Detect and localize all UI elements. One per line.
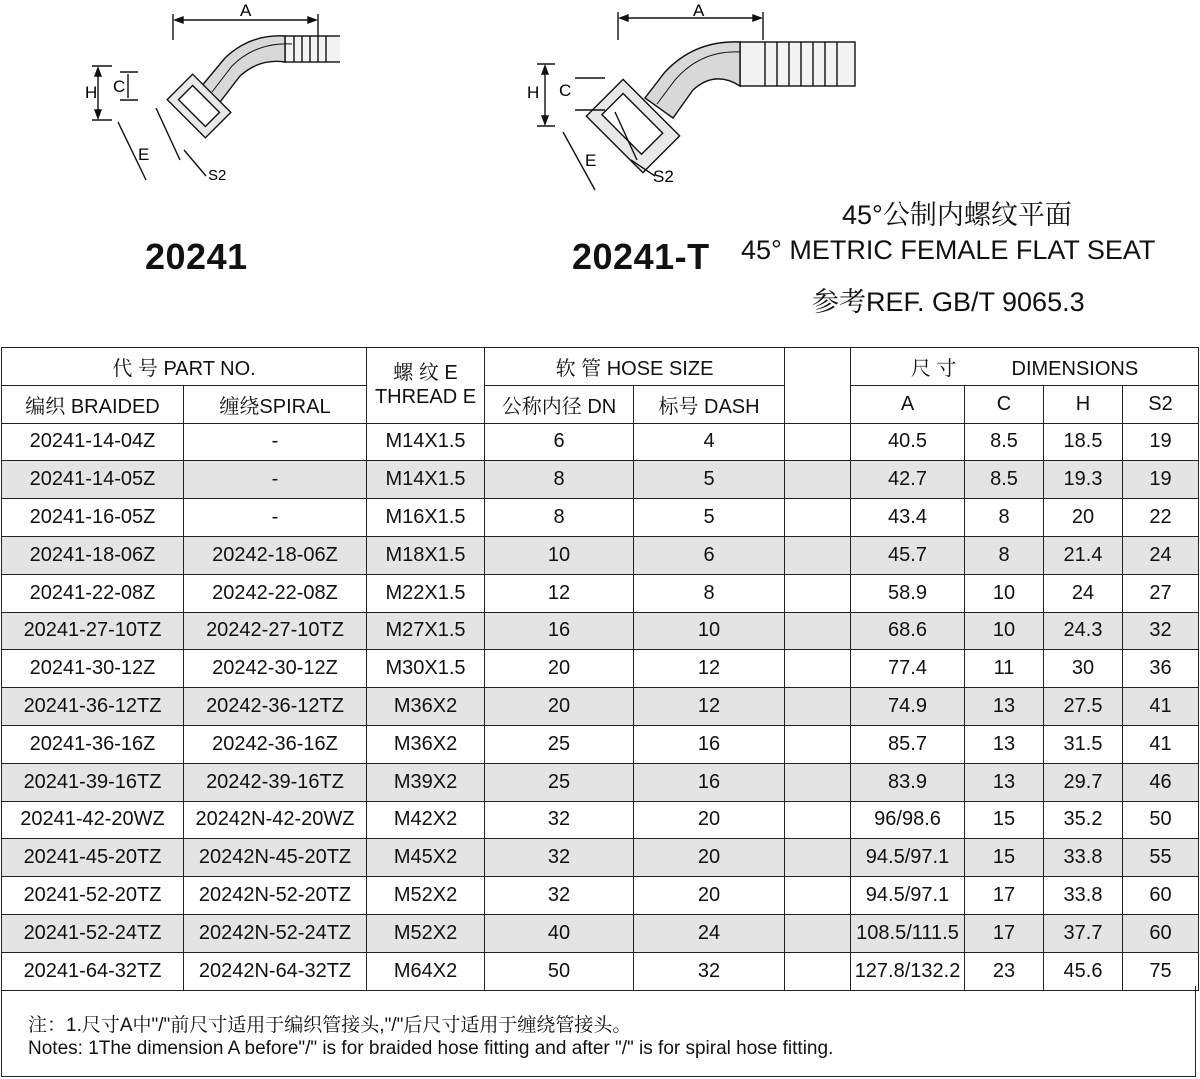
cell-thread: M64X2 [367, 952, 485, 990]
cell-s2: 19 [1123, 423, 1199, 461]
cell-a: 83.9 [851, 763, 965, 801]
cell-dash: 10 [634, 612, 785, 650]
cell-c: 8.5 [965, 423, 1044, 461]
table-row [2, 763, 1199, 801]
header-dn: 公称内径 DN [485, 385, 634, 423]
fitting-drawing-20241-t [515, 0, 875, 200]
cell-spiral: - [184, 499, 367, 537]
cell-dash: 12 [634, 688, 785, 726]
dim-e-label: E [138, 145, 150, 164]
cell-dn: 20 [485, 688, 634, 726]
cell-dn: 6 [485, 423, 634, 461]
cell-a: 127.8/132.2 [851, 952, 965, 990]
table-row [2, 839, 1199, 877]
cell-empty [785, 952, 851, 990]
cell-braided: 20241-16-05Z [2, 499, 184, 537]
cell-braided: 20241-52-20TZ [2, 877, 184, 915]
cell-c: 15 [965, 839, 1044, 877]
table-row [2, 650, 1199, 688]
cell-h: 30 [1044, 650, 1123, 688]
model-number-right: 20241-T [572, 236, 710, 277]
cell-dash: 16 [634, 763, 785, 801]
cell-c: 17 [965, 877, 1044, 915]
cell-empty [785, 877, 851, 915]
dim-a-label: A [240, 1, 252, 20]
table-row [2, 612, 1199, 650]
cell-thread: M42X2 [367, 801, 485, 839]
cell-a: 108.5/111.5 [851, 914, 965, 952]
cell-dash: 5 [634, 461, 785, 499]
table-row [2, 536, 1199, 574]
header-dim-a: A [851, 385, 965, 423]
cell-c: 8.5 [965, 461, 1044, 499]
cell-dash: 20 [634, 877, 785, 915]
title-chinese: 45°公制内螺纹平面 [842, 200, 1072, 230]
cell-empty [785, 688, 851, 726]
cell-h: 33.8 [1044, 877, 1123, 915]
cell-spiral: - [184, 461, 367, 499]
cell-empty [785, 423, 851, 461]
cell-dn: 25 [485, 725, 634, 763]
cell-c: 13 [965, 763, 1044, 801]
note-english: Notes: 1The dimension A before"/" is for braided hose fitting and after "/" is for spiral hose fitting. [28, 1038, 834, 1059]
cell-dash: 24 [634, 914, 785, 952]
cell-thread: M14X1.5 [367, 461, 485, 499]
cell-thread: M45X2 [367, 839, 485, 877]
cell-dash: 6 [634, 536, 785, 574]
cell-dn: 20 [485, 650, 634, 688]
dim-c-label: C [113, 77, 126, 96]
cell-braided: 20241-30-12Z [2, 650, 184, 688]
cell-braided: 20241-14-05Z [2, 461, 184, 499]
cell-dn: 40 [485, 914, 634, 952]
dim-c-label: C [559, 81, 572, 100]
cell-a: 85.7 [851, 725, 965, 763]
cell-h: 45.6 [1044, 952, 1123, 990]
cell-s2: 32 [1123, 612, 1199, 650]
cell-s2: 75 [1123, 952, 1199, 990]
cell-h: 29.7 [1044, 763, 1123, 801]
dim-s2-label: S2 [208, 167, 227, 184]
note-chinese: 注：1.尺寸A中"/"前尺寸适用于编织管接头,"/"后尺寸适用于缠绕管接头。 [28, 1015, 632, 1036]
cell-dash: 16 [634, 725, 785, 763]
table-body [2, 423, 1199, 990]
cell-dash: 8 [634, 574, 785, 612]
header-thread-cn: 螺 纹 E [393, 362, 458, 385]
cell-spiral: 20242-18-06Z [184, 536, 367, 574]
table-row [2, 725, 1199, 763]
cell-thread: M39X2 [367, 763, 485, 801]
cell-thread: M16X1.5 [367, 499, 485, 537]
cell-s2: 41 [1123, 725, 1199, 763]
cell-empty [785, 499, 851, 537]
cell-dn: 32 [485, 877, 634, 915]
cell-empty [785, 536, 851, 574]
cell-s2: 46 [1123, 763, 1199, 801]
cell-s2: 50 [1123, 801, 1199, 839]
table-group-header-row [2, 348, 1199, 386]
header-dimensions-cn: 尺 寸 [910, 357, 957, 380]
cell-empty [785, 801, 851, 839]
cell-braided: 20241-42-20WZ [2, 801, 184, 839]
cell-spiral: 20242-22-08Z [184, 574, 367, 612]
cell-h: 24.3 [1044, 612, 1123, 650]
cell-c: 17 [965, 914, 1044, 952]
cell-h: 18.5 [1044, 423, 1123, 461]
cell-dash: 12 [634, 650, 785, 688]
cell-s2: 60 [1123, 914, 1199, 952]
cell-braided: 20241-39-16TZ [2, 763, 184, 801]
header-empty [785, 348, 851, 424]
dim-h-label: H [527, 83, 540, 102]
notes-box [1, 986, 1196, 1077]
cell-h: 21.4 [1044, 536, 1123, 574]
cell-a: 94.5/97.1 [851, 877, 965, 915]
cell-a: 58.9 [851, 574, 965, 612]
header-dim-h: H [1044, 385, 1123, 423]
header-dim-s2: S2 [1123, 385, 1199, 423]
cell-braided: 20241-64-32TZ [2, 952, 184, 990]
cell-a: 68.6 [851, 612, 965, 650]
cell-c: 10 [965, 574, 1044, 612]
cell-dash: 4 [634, 423, 785, 461]
cell-spiral: 20242-36-16Z [184, 725, 367, 763]
header-part-no: 代 号 PART NO. [2, 348, 367, 386]
cell-thread: M14X1.5 [367, 423, 485, 461]
cell-spiral: 20242-27-10TZ [184, 612, 367, 650]
cell-dash: 32 [634, 952, 785, 990]
cell-braided: 20241-27-10TZ [2, 612, 184, 650]
cell-s2: 60 [1123, 877, 1199, 915]
cell-a: 40.5 [851, 423, 965, 461]
cell-dash: 20 [634, 839, 785, 877]
header-dimensions [851, 348, 1199, 386]
table-row [2, 877, 1199, 915]
table-row [2, 914, 1199, 952]
cell-s2: 22 [1123, 499, 1199, 537]
cell-dn: 8 [485, 499, 634, 537]
cell-h: 33.8 [1044, 839, 1123, 877]
cell-spiral: - [184, 423, 367, 461]
cell-spiral: 20242N-52-24TZ [184, 914, 367, 952]
cell-dn: 10 [485, 536, 634, 574]
cell-braided: 20241-14-04Z [2, 423, 184, 461]
cell-thread: M52X2 [367, 914, 485, 952]
cell-empty [785, 839, 851, 877]
dim-h-label: H [85, 83, 98, 102]
cell-empty [785, 612, 851, 650]
table-row [2, 423, 1199, 461]
cell-h: 19.3 [1044, 461, 1123, 499]
cell-braided: 20241-36-12TZ [2, 688, 184, 726]
cell-thread: M52X2 [367, 877, 485, 915]
cell-empty [785, 914, 851, 952]
table-row [2, 688, 1199, 726]
cell-empty [785, 763, 851, 801]
cell-thread: M36X2 [367, 688, 485, 726]
cell-dn: 8 [485, 461, 634, 499]
cell-spiral: 20242-39-16TZ [184, 763, 367, 801]
cell-empty [785, 725, 851, 763]
model-number-left: 20241 [145, 236, 248, 277]
dim-s2-label: S2 [653, 167, 674, 186]
cell-braided: 20241-18-06Z [2, 536, 184, 574]
standard-reference: 参考REF. GB/T 9065.3 [812, 287, 1085, 317]
cell-s2: 36 [1123, 650, 1199, 688]
cell-spiral: 20242-36-12TZ [184, 688, 367, 726]
header-thread [367, 348, 485, 424]
table-row [2, 801, 1199, 839]
cell-spiral: 20242N-52-20TZ [184, 877, 367, 915]
cell-a: 77.4 [851, 650, 965, 688]
cell-c: 10 [965, 612, 1044, 650]
header-dimensions-en: DIMENSIONS [1011, 357, 1139, 380]
cell-h: 20 [1044, 499, 1123, 537]
cell-empty [785, 461, 851, 499]
cell-dn: 25 [485, 763, 634, 801]
cell-h: 24 [1044, 574, 1123, 612]
cell-c: 23 [965, 952, 1044, 990]
table-row [2, 499, 1199, 537]
cell-dn: 16 [485, 612, 634, 650]
cell-c: 8 [965, 499, 1044, 537]
cell-c: 13 [965, 725, 1044, 763]
table-row [2, 574, 1199, 612]
cell-c: 8 [965, 536, 1044, 574]
title-english: 45° METRIC FEMALE FLAT SEAT [741, 235, 1156, 265]
cell-h: 35.2 [1044, 801, 1123, 839]
cell-dn: 12 [485, 574, 634, 612]
dim-a-label: A [693, 1, 705, 20]
cell-a: 45.7 [851, 536, 965, 574]
cell-braided: 20241-52-24TZ [2, 914, 184, 952]
cell-braided: 20241-45-20TZ [2, 839, 184, 877]
cell-c: 15 [965, 801, 1044, 839]
cell-s2: 24 [1123, 536, 1199, 574]
cell-a: 74.9 [851, 688, 965, 726]
cell-spiral: 20242-30-12Z [184, 650, 367, 688]
cell-thread: M27X1.5 [367, 612, 485, 650]
cell-s2: 19 [1123, 461, 1199, 499]
cell-h: 27.5 [1044, 688, 1123, 726]
spec-table [1, 347, 1199, 991]
cell-s2: 55 [1123, 839, 1199, 877]
cell-dn: 32 [485, 801, 634, 839]
table-row [2, 461, 1199, 499]
header-thread-en: THREAD E [374, 386, 477, 409]
cell-spiral: 20242N-64-32TZ [184, 952, 367, 990]
table-sub-header-row [2, 385, 1199, 423]
cell-dn: 32 [485, 839, 634, 877]
cell-s2: 41 [1123, 688, 1199, 726]
cell-h: 31.5 [1044, 725, 1123, 763]
cell-c: 13 [965, 688, 1044, 726]
header-spiral: 缠绕SPIRAL [184, 385, 367, 423]
cell-spiral: 20242N-42-20WZ [184, 801, 367, 839]
header-hose-size: 软 管 HOSE SIZE [485, 348, 785, 386]
cell-braided: 20241-36-16Z [2, 725, 184, 763]
dim-e-label: E [585, 151, 597, 170]
cell-a: 43.4 [851, 499, 965, 537]
cell-empty [785, 574, 851, 612]
header-dash: 标号 DASH [634, 385, 785, 423]
table-row [2, 952, 1199, 990]
cell-thread: M18X1.5 [367, 536, 485, 574]
cell-a: 42.7 [851, 461, 965, 499]
cell-s2: 27 [1123, 574, 1199, 612]
cell-dash: 20 [634, 801, 785, 839]
cell-thread: M30X1.5 [367, 650, 485, 688]
cell-thread: M22X1.5 [367, 574, 485, 612]
cell-braided: 20241-22-08Z [2, 574, 184, 612]
fitting-drawing-20241 [80, 0, 340, 200]
cell-a: 96/98.6 [851, 801, 965, 839]
cell-a: 94.5/97.1 [851, 839, 965, 877]
cell-dn: 50 [485, 952, 634, 990]
cell-empty [785, 650, 851, 688]
header-braided: 编织 BRAIDED [2, 385, 184, 423]
header-dim-c: C [965, 385, 1044, 423]
cell-spiral: 20242N-45-20TZ [184, 839, 367, 877]
cell-h: 37.7 [1044, 914, 1123, 952]
cell-c: 11 [965, 650, 1044, 688]
cell-dash: 5 [634, 499, 785, 537]
cell-thread: M36X2 [367, 725, 485, 763]
